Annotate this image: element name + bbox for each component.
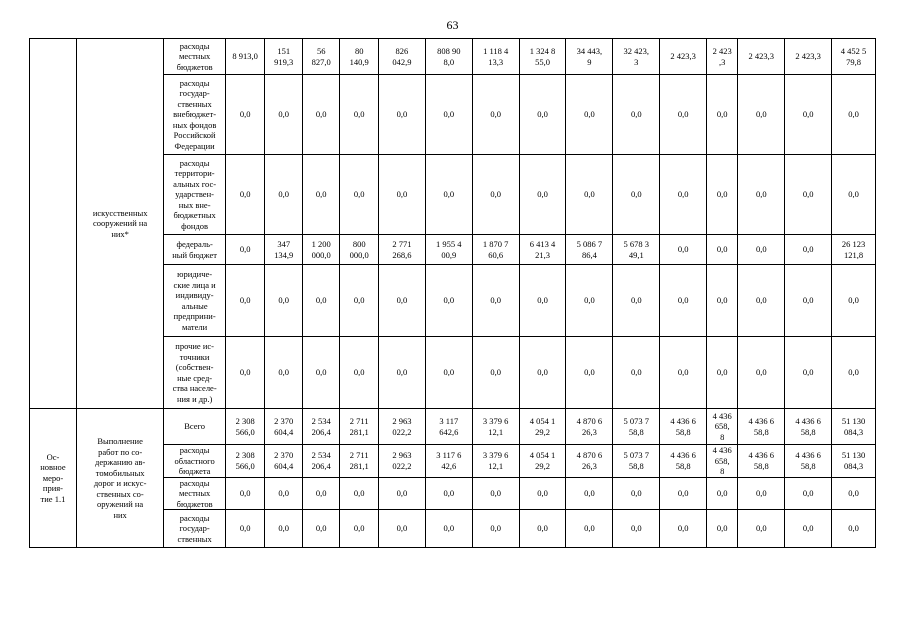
value-cell: 0,0 [566,265,613,337]
value-cell: 2 370 604,4 [265,445,303,478]
value-cell: 2 711 281,1 [340,445,379,478]
value-cell: 1 955 4 00,9 [425,235,472,265]
value-cell: 0,0 [425,337,472,409]
value-cell: 0,0 [519,510,566,548]
value-cell: 0,0 [425,265,472,337]
value-cell: 34 443, 9 [566,39,613,75]
value-cell: 0,0 [660,510,707,548]
value-cell: 0,0 [832,155,876,235]
value-cell: 4 452 5 79,8 [832,39,876,75]
table-row [30,39,876,75]
activity-title: Выполнение работ по со- держанию ав- томобильных дорог и искус- ственных со- оружений на них [76,409,164,548]
value-cell: 0,0 [707,155,738,235]
value-cell: 0,0 [738,337,785,409]
value-cell: 0,0 [613,477,660,510]
funding-source-label: Всего [164,409,225,445]
value-cell: 0,0 [566,337,613,409]
value-cell: 0,0 [785,265,832,337]
value-cell: 0,0 [707,265,738,337]
value-cell: 0,0 [832,337,876,409]
value-cell: 0,0 [660,75,707,155]
value-cell: 2 534 206,4 [302,445,340,478]
value-cell: 0,0 [225,155,265,235]
value-cell: 0,0 [519,265,566,337]
value-cell: 0,0 [425,155,472,235]
value-cell: 5 073 7 58,8 [613,409,660,445]
value-cell: 0,0 [472,510,519,548]
value-cell: 0,0 [707,337,738,409]
value-cell: 0,0 [265,337,303,409]
value-cell: 1 118 4 13,3 [472,39,519,75]
page-number: 63 [446,18,459,32]
value-cell: 0,0 [302,155,340,235]
value-cell: 2 423,3 [785,39,832,75]
value-cell: 0,0 [707,75,738,155]
value-cell: 0,0 [519,155,566,235]
value-cell: 4 436 6 58,8 [738,445,785,478]
value-cell: 0,0 [378,155,425,235]
value-cell: 3 379 6 12,1 [472,445,519,478]
value-cell: 5 086 7 86,4 [566,235,613,265]
block-continued [30,39,876,409]
value-cell: 0,0 [425,75,472,155]
value-cell: 26 123 121,8 [832,235,876,265]
value-cell: 0,0 [472,337,519,409]
value-cell: 0,0 [832,477,876,510]
value-cell: 0,0 [265,510,303,548]
value-cell: 2 771 268,6 [378,235,425,265]
value-cell: 4 870 6 26,3 [566,409,613,445]
funding-source-label: расходы государ- ственных [164,510,225,548]
value-cell: 2 963 022,2 [378,445,425,478]
value-cell: 0,0 [340,477,379,510]
value-cell: 0,0 [302,337,340,409]
value-cell: 1 200 000,0 [302,235,340,265]
value-cell: 0,0 [566,75,613,155]
value-cell: 0,0 [378,265,425,337]
value-cell: 347 134,9 [265,235,303,265]
activity-title: искусственных сооружений на них* [76,39,164,409]
value-cell: 800 000,0 [340,235,379,265]
value-cell: 0,0 [738,510,785,548]
value-cell: 0,0 [738,155,785,235]
value-cell: 2 423,3 [738,39,785,75]
value-cell: 4 436 6 58,8 [785,445,832,478]
block-main-activity-1-1 [30,409,876,548]
value-cell: 0,0 [785,75,832,155]
value-cell: 0,0 [472,155,519,235]
value-cell: 2 963 022,2 [378,409,425,445]
value-cell: 0,0 [472,265,519,337]
value-cell: 2 534 206,4 [302,409,340,445]
value-cell: 0,0 [425,510,472,548]
value-cell: 0,0 [832,510,876,548]
value-cell: 0,0 [660,235,707,265]
value-cell: 0,0 [613,75,660,155]
table-row [30,409,876,445]
value-cell: 0,0 [519,75,566,155]
budget-table [29,38,876,548]
value-cell: 0,0 [566,477,613,510]
value-cell: 0,0 [785,510,832,548]
value-cell: 0,0 [566,510,613,548]
funding-source-label: расходы территори- альных гос- ударствен- ных вне- бюджетных фондов [164,155,225,235]
value-cell: 0,0 [225,477,265,510]
value-cell: 0,0 [613,510,660,548]
value-cell: 80 140,9 [340,39,379,75]
value-cell: 0,0 [613,155,660,235]
value-cell: 0,0 [378,477,425,510]
funding-source-label: расходы областного бюджета [164,445,225,478]
value-cell: 2 711 281,1 [340,409,379,445]
value-cell: 0,0 [707,477,738,510]
value-cell: 5 678 3 49,1 [613,235,660,265]
value-cell: 0,0 [660,477,707,510]
value-cell: 0,0 [660,265,707,337]
value-cell: 0,0 [660,337,707,409]
value-cell: 0,0 [225,337,265,409]
value-cell: 0,0 [265,155,303,235]
value-cell: 0,0 [225,265,265,337]
section-label: Ос- новное меро- прия- тие 1.1 [30,409,77,548]
value-cell: 0,0 [340,337,379,409]
value-cell: 0,0 [302,75,340,155]
value-cell: 0,0 [265,477,303,510]
value-cell: 56 827,0 [302,39,340,75]
funding-source-label: расходы государ- ственных внебюджет- ных фондов Российской Федерации [164,75,225,155]
value-cell: 4 436 658, 8 [707,409,738,445]
funding-source-label: расходы местных бюджетов [164,39,225,75]
value-cell: 2 308 566,0 [225,445,265,478]
value-cell: 8 913,0 [225,39,265,75]
value-cell: 4 436 6 58,8 [660,445,707,478]
value-cell: 2 370 604,4 [265,409,303,445]
value-cell: 0,0 [340,155,379,235]
value-cell: 0,0 [378,510,425,548]
value-cell: 0,0 [660,155,707,235]
value-cell: 808 90 8,0 [425,39,472,75]
value-cell: 0,0 [519,337,566,409]
value-cell: 1 324 8 55,0 [519,39,566,75]
value-cell: 0,0 [738,477,785,510]
value-cell: 0,0 [832,265,876,337]
value-cell: 0,0 [340,510,379,548]
value-cell: 0,0 [785,155,832,235]
value-cell: 6 413 4 21,3 [519,235,566,265]
value-cell: 0,0 [472,75,519,155]
value-cell: 51 130 084,3 [832,445,876,478]
value-cell: 32 423, 3 [613,39,660,75]
value-cell: 826 042,9 [378,39,425,75]
value-cell: 0,0 [265,265,303,337]
value-cell: 3 379 6 12,1 [472,409,519,445]
value-cell: 0,0 [566,155,613,235]
value-cell: 0,0 [738,265,785,337]
value-cell: 4 436 6 58,8 [660,409,707,445]
value-cell: 0,0 [302,265,340,337]
funding-source-label: расходы местных бюджетов [164,477,225,510]
value-cell: 0,0 [378,337,425,409]
value-cell: 0,0 [785,337,832,409]
value-cell: 0,0 [707,510,738,548]
value-cell: 0,0 [738,235,785,265]
value-cell: 51 130 084,3 [832,409,876,445]
value-cell: 4 436 658, 8 [707,445,738,478]
value-cell: 0,0 [225,235,265,265]
value-cell: 0,0 [738,75,785,155]
value-cell: 1 870 7 60,6 [472,235,519,265]
value-cell: 151 919,3 [265,39,303,75]
section-label [30,39,77,409]
value-cell: 0,0 [519,477,566,510]
value-cell: 2 423,3 [660,39,707,75]
value-cell: 2 423 ,3 [707,39,738,75]
value-cell: 0,0 [265,75,303,155]
value-cell: 0,0 [785,477,832,510]
value-cell: 2 308 566,0 [225,409,265,445]
value-cell: 4 870 6 26,3 [566,445,613,478]
value-cell: 0,0 [425,477,472,510]
value-cell: 0,0 [340,265,379,337]
value-cell: 3 117 642,6 [425,409,472,445]
funding-source-label: юридиче- ские лица и индивиду- альные предприни- матели [164,265,225,337]
value-cell: 0,0 [707,235,738,265]
value-cell: 0,0 [225,75,265,155]
value-cell: 4 436 6 58,8 [785,409,832,445]
value-cell: 0,0 [340,75,379,155]
funding-source-label: прочие ис- точники (собствен- ные сред- ства населе- ния и др.) [164,337,225,409]
value-cell: 3 117 6 42,6 [425,445,472,478]
value-cell: 4 054 1 29,2 [519,409,566,445]
value-cell: 0,0 [472,477,519,510]
value-cell: 0,0 [225,510,265,548]
value-cell: 0,0 [302,477,340,510]
value-cell: 4 054 1 29,2 [519,445,566,478]
value-cell: 4 436 6 58,8 [738,409,785,445]
value-cell: 5 073 7 58,8 [613,445,660,478]
value-cell: 0,0 [832,75,876,155]
value-cell: 0,0 [378,75,425,155]
value-cell: 0,0 [613,265,660,337]
value-cell: 0,0 [302,510,340,548]
funding-source-label: федераль- ный бюджет [164,235,225,265]
value-cell: 0,0 [613,337,660,409]
value-cell: 0,0 [785,235,832,265]
